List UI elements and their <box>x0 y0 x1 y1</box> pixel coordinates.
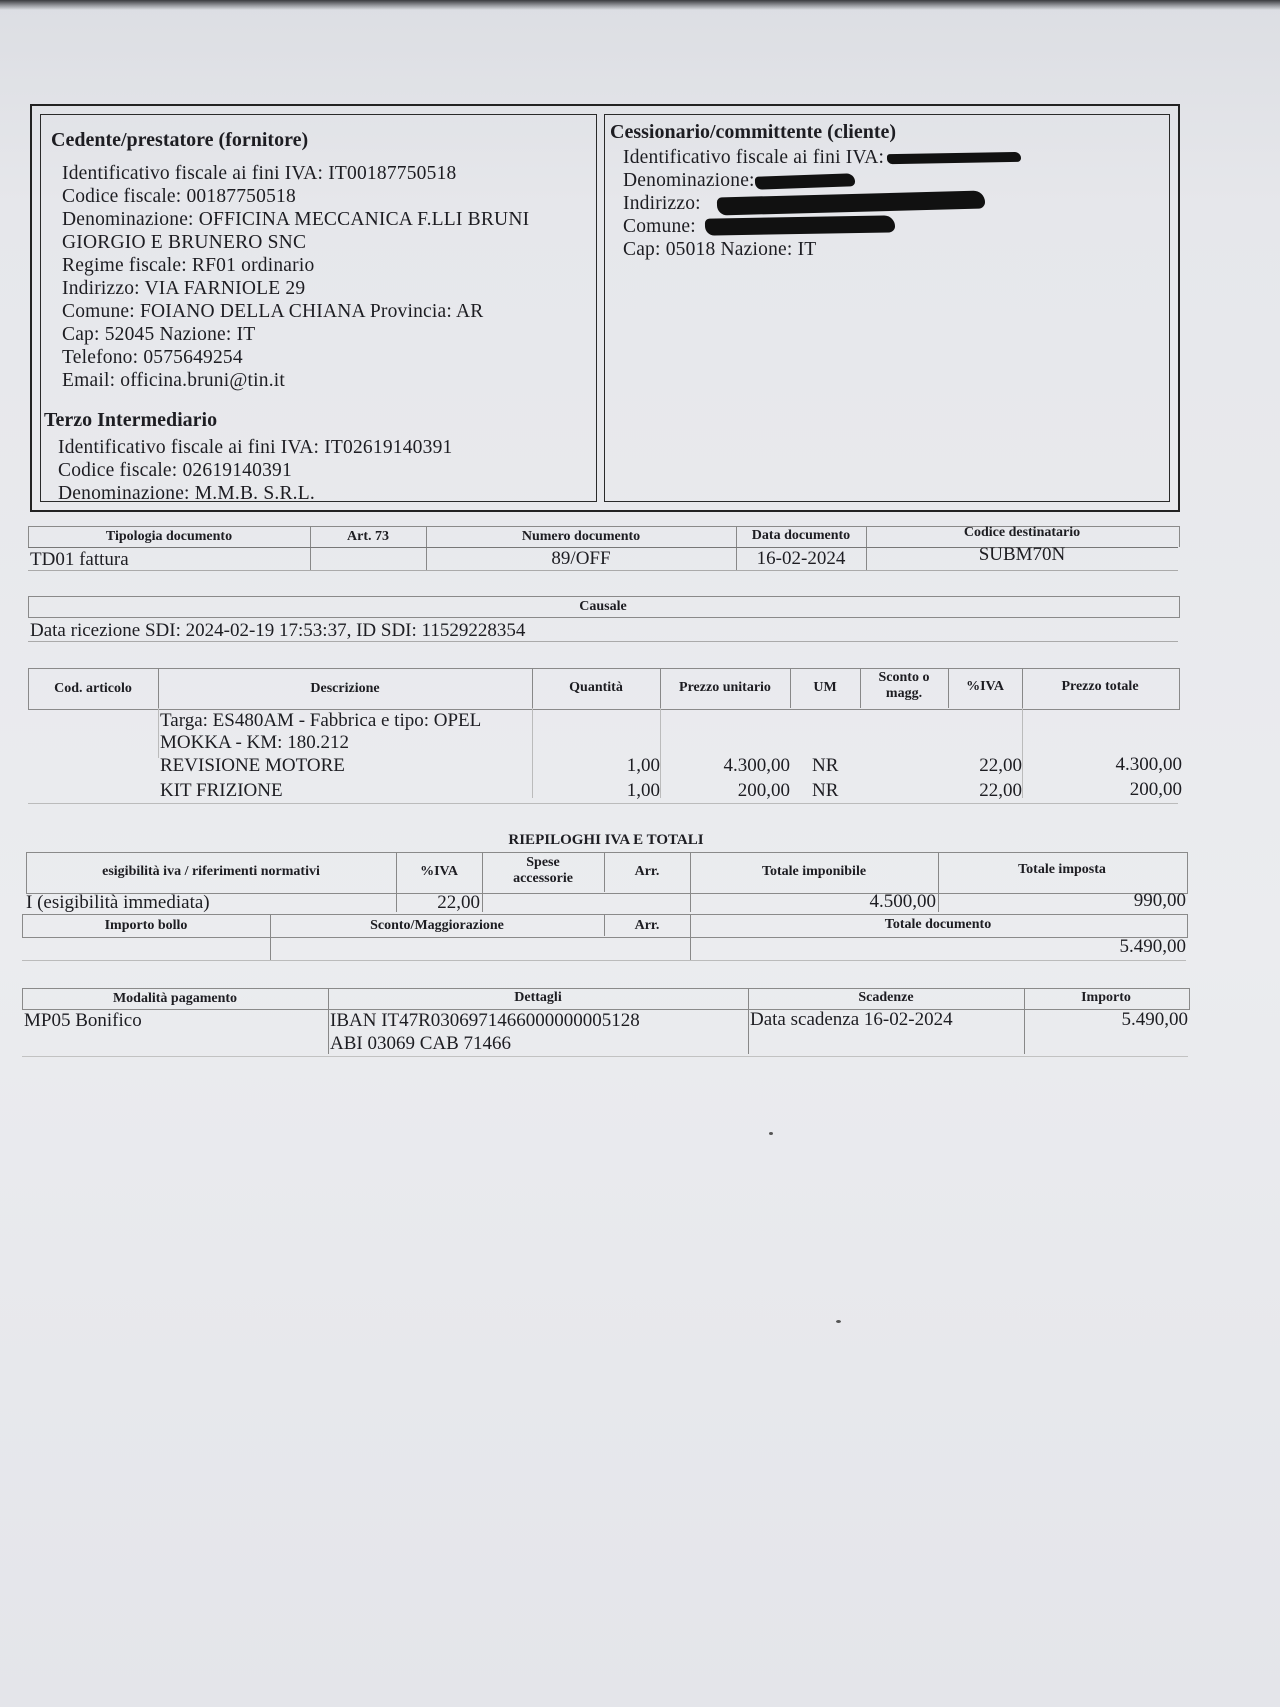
intermediary-fiscal-code: Codice fiscale: 02619140391 <box>58 460 292 481</box>
item-vehicle-line-2: MOKKA - KM: 180.212 <box>160 732 349 753</box>
row-vat: 22,00 <box>979 780 1022 801</box>
causale-text: Data ricezione SDI: 2024-02-19 17:53:37, ID SDI: 11529228354 <box>30 620 526 641</box>
customer-box <box>604 114 1170 502</box>
row-description: REVISIONE MOTORE <box>160 755 345 776</box>
esigibilita-header: esigibilità iva / riferimenti normativi <box>102 864 320 879</box>
customer-name: Denominazione: <box>623 170 755 191</box>
payment-details-header: Dettagli <box>514 990 562 1005</box>
supplier-name-cont: GIORGIO E BRUNERO SNC <box>62 232 307 253</box>
doc-number-value: 89/OFF <box>551 548 611 569</box>
item-um-header: UM <box>813 680 837 695</box>
item-quantity-header: Quantità <box>569 680 623 695</box>
row-um: NR <box>812 780 839 801</box>
payment-abi-cab: ABI 03069 CAB 71466 <box>330 1033 512 1054</box>
supplier-phone: Telefono: 0575649254 <box>62 347 243 368</box>
payment-due-value: Data scadenza 16-02-2024 <box>750 1009 953 1030</box>
divider <box>22 960 1186 961</box>
row-description: KIT FRIZIONE <box>160 780 283 801</box>
divider <box>28 803 1178 804</box>
recipient-code-value: SUBM70N <box>978 544 1066 565</box>
divider <box>1022 708 1023 798</box>
divider <box>28 570 1178 571</box>
item-total-header: Prezzo totale <box>1061 679 1139 694</box>
causale-header: Causale <box>579 599 627 614</box>
item-discount-header: Sconto o magg. <box>878 670 930 701</box>
row-um: NR <box>812 755 839 776</box>
divider <box>28 641 1178 642</box>
rounding-header-2: Arr. <box>634 918 660 933</box>
row-quantity: 1,00 <box>626 755 660 776</box>
taxable-total-value: 4.500,00 <box>869 891 936 912</box>
divider <box>690 852 691 912</box>
row-quantity: 1,00 <box>626 780 660 801</box>
tax-total-header: Totale imposta <box>1018 862 1106 877</box>
esigibilita-value: I (esigibilità immediata) <box>26 892 210 913</box>
customer-city: Comune: <box>623 216 696 237</box>
supplier-city: Comune: FOIANO DELLA CHIANA Provincia: AR <box>62 301 484 322</box>
art73-header: Art. 73 <box>347 529 389 544</box>
item-unit-price-header: Prezzo unitario <box>679 680 771 695</box>
supplier-box <box>40 114 597 502</box>
doc-date-value: 16-02-2024 <box>756 548 846 569</box>
doc-type-header: Tipologia documento <box>105 529 233 544</box>
redaction-name <box>755 173 855 189</box>
intermediary-name: Denominazione: M.M.B. S.R.L. <box>58 483 315 504</box>
customer-title: Cessionario/committente (cliente) <box>610 121 897 143</box>
row-vat: 22,00 <box>979 755 1022 776</box>
divider <box>532 708 533 798</box>
divider <box>938 852 939 912</box>
customer-address: Indirizzo: <box>623 193 701 214</box>
doc-number-header: Numero documento <box>521 529 641 544</box>
divider <box>158 708 159 758</box>
divider <box>22 1056 1188 1057</box>
supplier-fiscal-code: Codice fiscale: 00187750518 <box>62 186 296 207</box>
supplier-cap: Cap: 52045 Nazione: IT <box>62 324 256 345</box>
supplier-address: Indirizzo: VIA FARNIOLE 29 <box>62 278 306 299</box>
summary-title: RIEPILOGHI IVA E TOTALI <box>508 832 704 848</box>
row-unit-price: 200,00 <box>737 780 790 801</box>
summary-vat-header: %IVA <box>420 864 458 879</box>
supplier-email: Email: officina.bruni@tin.it <box>62 370 286 391</box>
customer-vat: Identificativo fiscale ai fini IVA: <box>623 147 885 168</box>
intermediary-vat: Identificativo fiscale ai fini IVA: IT02619140391 <box>58 437 453 458</box>
supplier-regime: Regime fiscale: RF01 ordinario <box>62 255 315 276</box>
item-description-header: Descrizione <box>310 681 380 696</box>
tax-total-value: 990,00 <box>1133 890 1186 911</box>
item-code-header: Cod. articolo <box>54 681 132 696</box>
redaction-city <box>705 215 895 235</box>
taxable-total-header: Totale imponibile <box>761 864 867 879</box>
document-total-value: 5.490,00 <box>1119 936 1186 957</box>
stamp-duty-header: Importo bollo <box>104 918 188 933</box>
supplier-vat: Identificativo fiscale ai fini IVA: IT00187750518 <box>62 163 457 184</box>
discount-header: Sconto/Maggiorazione <box>370 918 504 933</box>
accessory-expenses-header: Spese accessorie <box>513 855 573 886</box>
parties-frame <box>30 104 1180 512</box>
row-total: 200,00 <box>1129 779 1182 800</box>
document-total-header: Totale documento <box>884 917 992 932</box>
payment-amount-value: 5.490,00 <box>1121 1009 1188 1030</box>
payment-mode-value: MP05 Bonifico <box>24 1010 142 1031</box>
divider <box>396 852 397 912</box>
payment-mode-header: Modalità pagamento <box>112 991 238 1006</box>
doc-date-header: Data documento <box>751 528 851 543</box>
redaction-vat <box>887 152 1021 164</box>
doc-type-value: TD01 fattura <box>30 549 129 570</box>
payment-iban: IBAN IT47R0306971466000000005128 <box>330 1010 640 1031</box>
divider <box>660 708 661 798</box>
paper-speck <box>769 1132 773 1135</box>
rounding-header: Arr. <box>634 864 660 879</box>
payment-due-header: Scadenze <box>858 990 914 1005</box>
intermediary-title: Terzo Intermediario <box>44 409 218 431</box>
item-vehicle-line-1: Targa: ES480AM - Fabbrica e tipo: OPEL <box>160 710 482 731</box>
row-unit-price: 4.300,00 <box>723 755 790 776</box>
divider <box>482 852 483 912</box>
customer-cap: Cap: 05018 Nazione: IT <box>623 239 817 260</box>
redaction-address <box>717 190 985 215</box>
supplier-title: Cedente/prestatore (fornitore) <box>51 129 309 151</box>
supplier-name: Denominazione: OFFICINA MECCANICA F.LLI BRUNI <box>62 209 530 230</box>
recipient-code-header: Codice destinatario <box>963 525 1081 540</box>
row-total: 4.300,00 <box>1115 754 1182 775</box>
payment-amount-header: Importo <box>1081 990 1131 1005</box>
item-vat-header: %IVA <box>966 679 1004 694</box>
paper-speck <box>836 1320 841 1323</box>
summary-vat-value: 22,00 <box>437 892 480 913</box>
divider <box>860 668 861 708</box>
